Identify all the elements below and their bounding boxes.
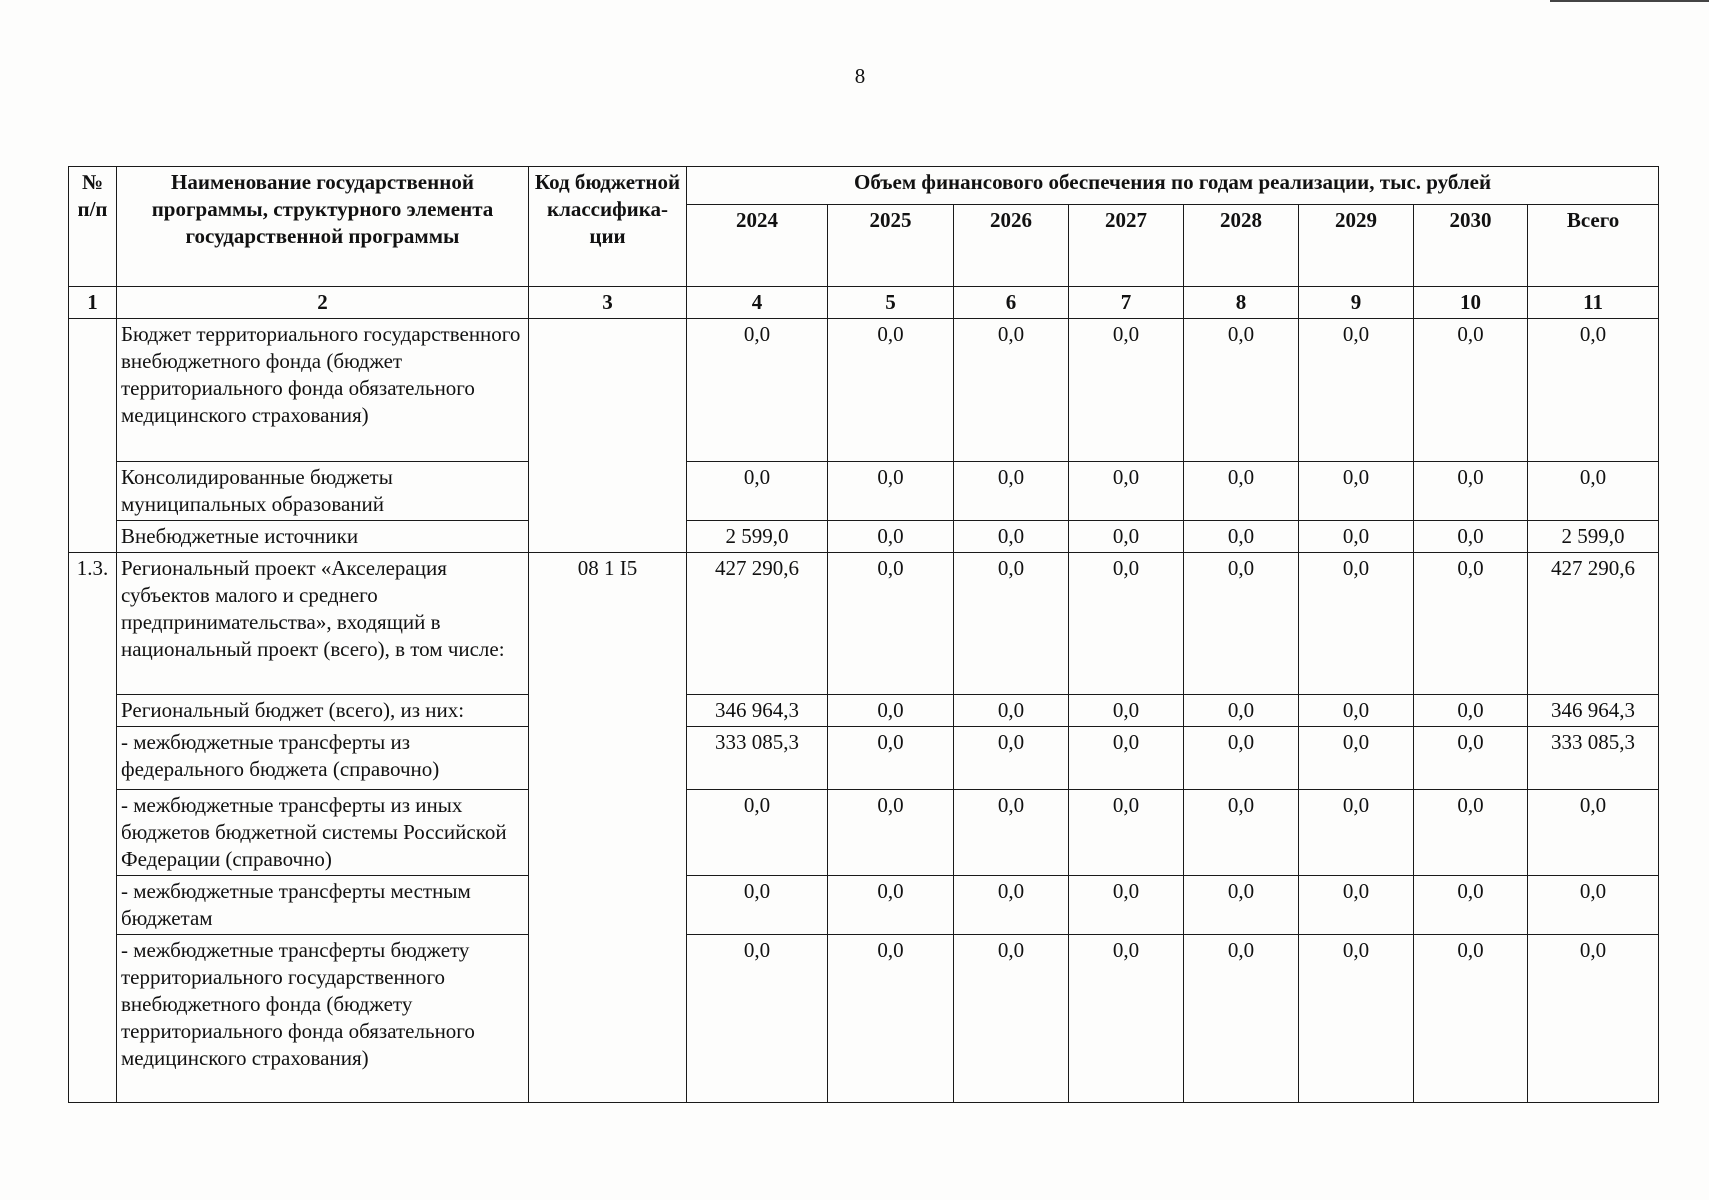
value-cell: 0,0 [1069, 727, 1184, 790]
value-cell: 0,0 [828, 521, 954, 553]
row-name: - межбюджетные трансферты местным бюджетам [117, 876, 529, 935]
value-cell: 0,0 [954, 876, 1069, 935]
table-row [69, 553, 1659, 695]
value-cell: 0,0 [1184, 462, 1299, 521]
value-cell: 0,0 [1184, 553, 1299, 695]
table-row [69, 935, 1659, 1103]
header-year: 2030 [1414, 205, 1528, 287]
column-number: 11 [1528, 287, 1659, 319]
value-cell: 2 599,0 [1528, 521, 1659, 553]
value-cell: 0,0 [1299, 521, 1414, 553]
row-name: - межбюджетные трансферты бюджету территориального государственного внебюджетного фонда (бюджету территориального фонда обязательного медицинского страхования) [117, 935, 529, 1103]
value-cell: 0,0 [828, 876, 954, 935]
value-cell: 0,0 [687, 790, 828, 876]
value-cell: 0,0 [1184, 695, 1299, 727]
table-row [69, 319, 1659, 462]
column-number: 10 [1414, 287, 1528, 319]
value-cell: 0,0 [1299, 727, 1414, 790]
header-year: 2026 [954, 205, 1069, 287]
column-number: 7 [1069, 287, 1184, 319]
value-cell: 0,0 [1528, 319, 1659, 462]
value-cell: 0,0 [1069, 695, 1184, 727]
row-name: - межбюджетные трансферты из иных бюджетов бюджетной системы Российской Федерации (справочно) [117, 790, 529, 876]
value-cell: 0,0 [1069, 790, 1184, 876]
value-cell: 0,0 [687, 462, 828, 521]
column-number: 8 [1184, 287, 1299, 319]
value-cell: 333 085,3 [687, 727, 828, 790]
table-row [69, 727, 1659, 790]
value-cell: 0,0 [1184, 876, 1299, 935]
header-year: 2029 [1299, 205, 1414, 287]
header-year: 2024 [687, 205, 828, 287]
column-number: 6 [954, 287, 1069, 319]
value-cell: 0,0 [828, 553, 954, 695]
value-cell: 0,0 [1299, 876, 1414, 935]
value-cell: 0,0 [828, 935, 954, 1103]
header-name: Наименование государственной программы, структурного элемента государственной программы [117, 167, 529, 287]
page-number: 8 [854, 64, 866, 88]
value-cell: 0,0 [1414, 521, 1528, 553]
column-number: 5 [828, 287, 954, 319]
header-kbk: Код бюджетной классифика-ции [529, 167, 687, 287]
column-numbers-row [69, 287, 1659, 319]
value-cell: 0,0 [1414, 790, 1528, 876]
value-cell: 0,0 [1184, 935, 1299, 1103]
row-name: Бюджет территориального государственного внебюджетного фонда (бюджет территориального фонда обязательного медицинского страхования) [117, 319, 529, 462]
value-cell: 0,0 [1414, 935, 1528, 1103]
value-cell: 0,0 [1069, 521, 1184, 553]
budget-table [68, 166, 1659, 1103]
value-cell: 0,0 [1414, 876, 1528, 935]
row-name: Внебюджетные источники [117, 521, 529, 553]
value-cell: 0,0 [1184, 727, 1299, 790]
value-cell: 0,0 [954, 462, 1069, 521]
column-number: 1 [69, 287, 117, 319]
value-cell: 2 599,0 [687, 521, 828, 553]
value-cell: 0,0 [1184, 521, 1299, 553]
value-cell: 427 290,6 [687, 553, 828, 695]
value-cell: 0,0 [1528, 876, 1659, 935]
value-cell: 0,0 [954, 727, 1069, 790]
value-cell: 346 964,3 [687, 695, 828, 727]
value-cell: 0,0 [954, 695, 1069, 727]
value-cell: 0,0 [954, 319, 1069, 462]
value-cell: 0,0 [1414, 695, 1528, 727]
value-cell: 0,0 [828, 727, 954, 790]
row-name: Консолидированные бюджеты муниципальных образований [117, 462, 529, 521]
row-num-cell [69, 319, 117, 553]
value-cell: 0,0 [687, 935, 828, 1103]
value-cell: 346 964,3 [1528, 695, 1659, 727]
column-number: 9 [1299, 287, 1414, 319]
value-cell: 0,0 [1299, 553, 1414, 695]
value-cell: 0,0 [828, 695, 954, 727]
value-cell: 0,0 [1299, 462, 1414, 521]
row-kbk-cell [529, 319, 687, 553]
row-kbk: 08 1 I5 [529, 553, 687, 1103]
value-cell: 0,0 [1528, 935, 1659, 1103]
value-cell: 0,0 [1299, 695, 1414, 727]
value-cell: 0,0 [954, 790, 1069, 876]
value-cell: 0,0 [1299, 790, 1414, 876]
value-cell: 0,0 [1069, 319, 1184, 462]
value-cell: 0,0 [1299, 935, 1414, 1103]
value-cell: 0,0 [687, 319, 828, 462]
value-cell: 0,0 [1184, 319, 1299, 462]
value-cell: 0,0 [1069, 935, 1184, 1103]
value-cell: 0,0 [1528, 462, 1659, 521]
value-cell: 0,0 [1414, 319, 1528, 462]
value-cell: 0,0 [828, 790, 954, 876]
table-row [69, 521, 1659, 553]
value-cell: 0,0 [1184, 790, 1299, 876]
header-year: 2028 [1184, 205, 1299, 287]
table-row [69, 876, 1659, 935]
value-cell: 0,0 [1069, 553, 1184, 695]
table-row [69, 695, 1659, 727]
row-name: Региональный бюджет (всего), из них: [117, 695, 529, 727]
table-row [69, 790, 1659, 876]
header-year: 2027 [1069, 205, 1184, 287]
row-name: Региональный проект «Акселерация субъектов малого и среднего предпринимательства», входящий в национальный проект (всего), в том числе: [117, 553, 529, 695]
scan-edge-line [1550, 0, 1709, 2]
value-cell: 0,0 [954, 521, 1069, 553]
row-num: 1.3. [69, 553, 117, 1103]
header-volume: Объем финансового обеспечения по годам реализации, тыс. рублей [687, 167, 1659, 205]
value-cell: 0,0 [1414, 727, 1528, 790]
header-year-total: Всего [1528, 205, 1659, 287]
value-cell: 0,0 [687, 876, 828, 935]
value-cell: 0,0 [1414, 553, 1528, 695]
table-row [69, 462, 1659, 521]
column-number: 4 [687, 287, 828, 319]
column-number: 3 [529, 287, 687, 319]
value-cell: 0,0 [1069, 876, 1184, 935]
value-cell: 0,0 [1528, 790, 1659, 876]
value-cell: 333 085,3 [1528, 727, 1659, 790]
value-cell: 0,0 [1299, 319, 1414, 462]
value-cell: 0,0 [954, 553, 1069, 695]
column-number: 2 [117, 287, 529, 319]
header-num: № п/п [69, 167, 117, 287]
value-cell: 0,0 [828, 462, 954, 521]
header-year: 2025 [828, 205, 954, 287]
value-cell: 0,0 [1069, 462, 1184, 521]
value-cell: 0,0 [1414, 462, 1528, 521]
value-cell: 0,0 [828, 319, 954, 462]
value-cell: 0,0 [954, 935, 1069, 1103]
value-cell: 427 290,6 [1528, 553, 1659, 695]
row-name: - межбюджетные трансферты из федерального бюджета (справочно) [117, 727, 529, 790]
